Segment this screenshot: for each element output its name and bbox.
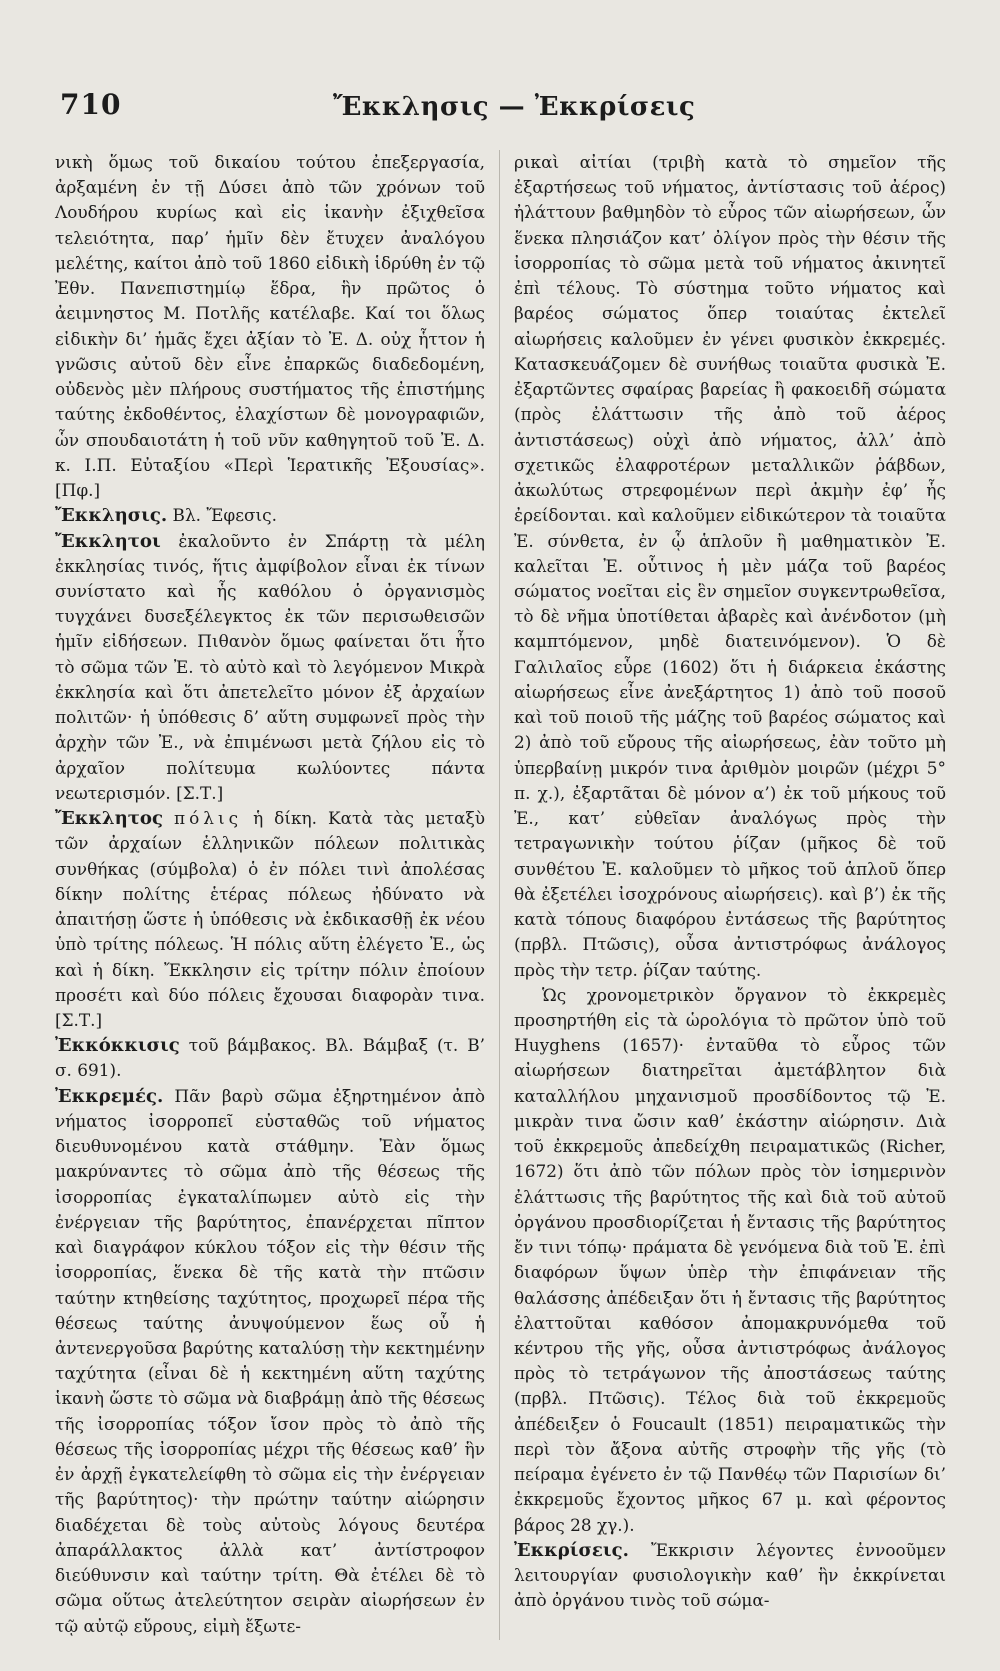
- paragraph-text: ρικαὶ αἰτίαι (τριβὴ κατὰ τὸ σημεῖον τῆς ἐξαρτήσεως τοῦ νήματος, ἀντίστασις τοῦ ἀέρος) ἠλάττουν βαθμηδὸν τὸ εὖρος τῶν αἰωρήσεων, ὧν ἕνεκα πλησιάζον κατ’ ὀλίγον πρὸς τὴν θέσιν τῆς ἰσορροπίας τὸ σῶμα μετὰ τοῦ νήματος ἀκινητεῖ ἐπὶ τέλους. Τὸ σύστημα τοῦτο νήματος καὶ βαρέος σώματος ὅπερ τοιαύτας ἐκτελεῖ αἰωρήσεις καλοῦμεν ἐν γένει φυσικὸν ἐκκρεμές. Κατασκευάζομεν δὲ συνήθως τοιαῦτα φυσικὰ Ἐ. ἐξαρτῶντες σφαίρας βαρείας ἢ φακοειδῆ σώματα (πρὸς ἐλάττωσιν τῆς ἀπὸ τοῦ ἀέρος ἀντιστάσεως) οὐχὶ ἀπὸ νήματος, ἀλλ’ ἀπὸ σχετικῶς ἐλαφροτέρων μεταλλικῶν ῥάβδων, ἀκωλύτως στρεφομένων περὶ ἀκμὴν ἐφ’ ἧς ἐρείδονται. καὶ καλοῦμεν εἰδικώτερον τὰ τοιαῦτα Ἐ. σύνθετα, ἐν ᾧ ἁπλοῦν ἢ μαθηματικὸν Ἐ. καλεῖται Ἐ. οὗτινος ἡ μὲν μάζα τοῦ βαρέος σώματος νοεῖται εἰς ἓν σημεῖον συγκεντρωθεῖσα, τὸ δὲ νῆμα ὑποτίθεται ἀβαρὲς καὶ ἀνένδοτον (μὴ καμπτόμενον, μηδὲ διατεινόμενον). Ὁ δὲ Γαλιλαῖος εὗρε (1602) ὅτι ἡ διάρκεια ἑκάστης αἰωρήσεως εἶνε ἀνεξάρτητος 1) ἀπὸ τοῦ ποσοῦ καὶ τοῦ ποιοῦ τῆς μάζης τοῦ βαρέος σώματος καὶ 2) ἀπὸ τοῦ εὔρους τῆς αἰωρήσεως, ἐὰν τοῦτο μὴ ὑπερβαίνῃ μικρόν τινα ἀριθμὸν μοιρῶν (μέχρι 5° π. χ.), ἐξαρτᾶται δὲ μόνον α’) ἐκ τοῦ μήκους τοῦ Ἐ., κατ’ εὐθεῖαν ἀναλόγως πρὸς τὴν τετραγωνικὴν τούτου ῥίζαν (μῆκος δὲ τοῦ συνθέτου Ἐ. καλοῦμεν τὸ μῆκος τοῦ ἁπλοῦ ὅπερ θὰ ἐξετέλει ἰσοχρόνους αἰωρήσεις). καὶ β’) ἐκ τῆς κατὰ τόπους διαφόρου ἐντάσεως τῆς βαρύτητος (πρβλ. Πτῶσις), οὖσα ἀντιστρόφως ἀνάλογος πρὸς τὴν τετρ. ῥίζαν ταύτης.: [514, 152, 946, 980]
- entry-ekkletoi: [55, 529, 485, 807]
- entry-text: Πᾶν βαρὺ σῶμα ἐξηρτημένον ἀπὸ νήματος ἰσορροπεῖ εὐσταθῶς τοῦ νήματος διευθυνομένου κατὰ στάθμην. Ἐὰν ὅμως μακρύναντες τὸ σῶμα ἀπὸ τῆς θέσεως τῆς ἰσορροπίας ἐγκαταλίπωμεν αὐτὸ εἰς τὴν ἐνέργειαν τῆς βαρύτητος, ἐπανέρχεται πῖπτον καὶ διαγράφον κύκλου τόξον εἰς τὴν θέσιν τῆς ἰσορροπίας, ἕνεκα δὲ τῆς κατὰ τὴν πτῶσιν ταύτην κτηθείσης ταχύτητος, προχωρεῖ πέρα τῆς θέσεως ταύτης ἀνυψούμενον ἕως οὗ ἡ ἀντενεργοῦσα βαρύτης καταλύσῃ τὴν κεκτημένην ταχύτητα (εἶναι δὲ ἡ κεκτημένη αὕτη ταχύτης ἱκανὴ ὥστε τὸ σῶμα νὰ διαβράμῃ ἀπὸ τῆς θέσεως τῆς ἰσορροπίας τόξον ἴσον πρὸς τὸ ἀπὸ τῆς θέσεως τῆς ἰσορροπίας μέχρι τῆς θέσεως καθ’ ἣν ἐν ἀρχῇ ἐγκατελείφθη τὸ σῶμα εἰς τὴν ἐνέργειαν τῆς βαρύτητος)· τὴν πρώτην ταύτην αἰώρησιν διαδέχεται δὲ τοὺς αὐτοὺς λόγους δευτέρα ἀπαράλλακτος ἀλλὰ κατ’ ἀντίστροφον διεύθυνσιν καὶ ταύτην τρίτη. Θὰ ἐτέλει δὲ τὸ σῶμα οὕτως ἀτελεύτητον σειρὰν αἰωρήσεων ἐν τῷ αὐτῷ εὔρους, εἰμὴ ἔξωτε-: [55, 1085, 485, 1636]
- page-number: 710: [60, 88, 122, 121]
- entry-text: Βλ. Ἔφεσις.: [172, 505, 277, 526]
- entry-text: τοῦ βάμβακος. Βλ. Βάμβαξ (τ. Β’ σ. 691).: [55, 1035, 485, 1081]
- headword: Ἐκκρεμές.: [55, 1085, 164, 1107]
- left-column: [55, 150, 485, 1639]
- entry-text: Ἔκκρισιν λέγοντες ἐννοοῦμεν λειτουργίαν φυσιολογικὴν καθ’ ἣν ἐκκρίνεται ἀπὸ ὀργάνου τινὸς τοῦ σώμα-: [514, 1539, 946, 1611]
- entry-ekkletos-polis: [55, 806, 485, 1033]
- entry-text: ἡ δίκη. Κατὰ τὰς μεταξὺ τῶν ἀρχαίων ἑλληνικῶν πόλεων πολιτικὰς συνθήκας (σύμβολα) ὁ ἐν πόλει τινὶ ἀπολέσας δίκην πολίτης ἑτέρας πόλεως ἠδύνατο νὰ ἀπαιτήσῃ ὥστε ἡ ὑπόθεσις νὰ ἐκδικασθῇ ἐκ νέου ὑπὸ τρίτης πόλεως. Ἡ πόλις αὕτη ἐλέγετο Ἐ., ὡς καὶ ἡ δίκη. Ἔκκλησιν εἰς τρίτην πόλιν ἐποίουν προσέτι καὶ δύο πόλεις ἔχουσαι διαφορὰν τινα. [Σ.Τ.]: [55, 808, 486, 1030]
- headword-extra: πόλις: [174, 808, 243, 829]
- headword: Ἔκκλησις.: [55, 505, 168, 527]
- entry-text: ἐκαλοῦντο ἐν Σπάρτῃ τὰ μέλη ἐκκλησίας τινός, ἥτις ἀμφίβολον εἶναι ἐκ τίνων συνίστατο καὶ ἧς καθόλου ὁ ὀργανισμὸς τυγχάνει δυσεξέλεγκτος ἐκ τῶν περισωθεισῶν ἡμῖν εἰδήσεων. Πιθανὸν ὅμως φαίνεται ὅτι ἦτο τὸ σῶμα τῶν Ἐ. τὸ αὐτὸ καὶ τὸ λεγόμενον Μικρὰ ἐκκλησία καὶ ὅτι ἀπετελεῖτο μόνον ἐξ ἀρχαίων πολιτῶν· ἡ ὑπόθεσις δ’ αὕτη συμφωνεῖ πρὸς τὴν ἀρχὴν τῶν Ἐ., νὰ ἐπιμένωσι μετὰ ζήλου εἰς τὸ ἀρχαῖον πολίτευμα κωλύοντες πάντα νεωτερισμόν. [Σ.Τ.]: [55, 530, 486, 803]
- right-column: [514, 150, 946, 1614]
- entry-ekklesis: [55, 503, 485, 528]
- entry-paragraph: [55, 150, 485, 503]
- paragraph-text: Ὡς χρονομετρικὸν ὄργανον τὸ ἐκκρεμὲς προσηρτήθη εἰς τὰ ὡρολόγια τὸ πρῶτον ὑπὸ τοῦ Huyghens (1657)· ἐνταῦθα τὸ εὖρος τῶν αἰωρήσεων διατηρεῖται ἀμετάβλητον διὰ καταλλήλου μηχανισμοῦ προσδίδοντος τῷ Ἐ. μικρὰν τινα ὤσιν καθ’ ἑκάστην αἰώρησιν. Διὰ τοῦ ἐκκρεμοῦς ἀπεδείχθη πειραματικῶς (Richer, 1672) ὅτι ἀπὸ τῶν πόλων πρὸς τὸν ἰσημερινὸν ἐλάττωσις τῆς βαρύτητος τῆς καὶ διὰ τοῦ αὐτοῦ ὀργάνου προσδιορίζεται ἡ ἔντασις τῆς βαρύτητος ἔν τινι τόπῳ· πράματα δὲ γενόμενα διὰ τοῦ Ἐ. ἐπὶ διαφόρων ὕψων ὑπὲρ τὴν ἐπιφάνειαν τῆς θαλάσσης ἀπέδειξαν ὅτι ἡ ἔντασις τῆς βαρύτητος ἐλαττοῦται καθόσον ἀπομακρυνόμεθα τοῦ κέντρου τῆς γῆς, οὖσα ἀντιστρόφως ἀνάλογος πρὸς τὸ τετράγωνον τῆς ἀποστάσεως ταύτης (πρβλ. Πτῶσις). Τέλος διὰ τοῦ ἐκκρεμοῦς ἀπέδειξεν ὁ Foucault (1851) πειραματικῶς τὴν περὶ τὸν ἄξονα αὐτῆς στροφὴν τῆς γῆς (τὸ πείραμα ἐγένετο ἐν τῷ Πανθέῳ τῶν Παρισίων δι’ ἐκκρεμοῦς ἔχοντος μῆκος 67 μ. καὶ φέροντος βάρος 28 χγ.).: [514, 984, 946, 1535]
- entry-ekkremes: [55, 1084, 485, 1639]
- entry-continuation: [514, 150, 946, 983]
- paragraph-text: νικὴ ὅμως τοῦ δικαίου τούτου ἐπεξεργασία, ἀρξαμένη ἐν τῇ Δύσει ἀπὸ τῶν χρόνων τοῦ Λουδήρου κυρίως καὶ εἰς ἱκανὴν ἐξιχθεῖσα τελειότητα, παρ’ ἡμῖν δὲν ἔτυχεν ἀναλόγου μελέτης, καίτοι ἀπὸ τοῦ 1860 εἰδικὴ ἱδρύθη ἐν τῷ Ἐθν. Πανεπιστημίῳ ἕδρα, ἣν πρῶτος ὁ ἀειμνηστος Μ. Ποτλῆς κατέλαβε. Καί τοι ὅλως εἰδικὴν δι’ ἡμᾶς ἔχει ἀξίαν τὸ Ἐ. Δ. οὐχ ἧττον ἡ γνῶσις αὐτοῦ δὲν εἶνε ἐπαρκῶς διαδεδομένη, οὐδενὸς μὲν πλήρους συστήματος τῆς ἐπιστήμης ταύτης ἐκδοθέντος, ἐλαχίστων δὲ μονογραφιῶν, ὧν σπουδαιοτάτη ἡ τοῦ νῦν καθηγητοῦ τοῦ Ἐ. Δ. κ. Ι.Π. Εὐταξίου «Περὶ Ἱερατικῆς Ἐξουσίας». [Πφ.]: [55, 152, 485, 501]
- headword: Ἔκκλητος: [55, 808, 164, 830]
- headword: Ἔκκλητοι: [55, 530, 161, 552]
- entry-ekkriseis: [514, 1538, 946, 1614]
- entry-paragraph: [514, 983, 946, 1538]
- headword: Ἐκκρίσεις.: [514, 1539, 629, 1561]
- column-divider: [499, 150, 500, 1640]
- running-title: Ἔκκλησις — Ἐκκρίσεις: [333, 92, 696, 122]
- entry-ekkokkisis: [55, 1033, 485, 1083]
- headword: Ἐκκόκκισις: [55, 1035, 180, 1057]
